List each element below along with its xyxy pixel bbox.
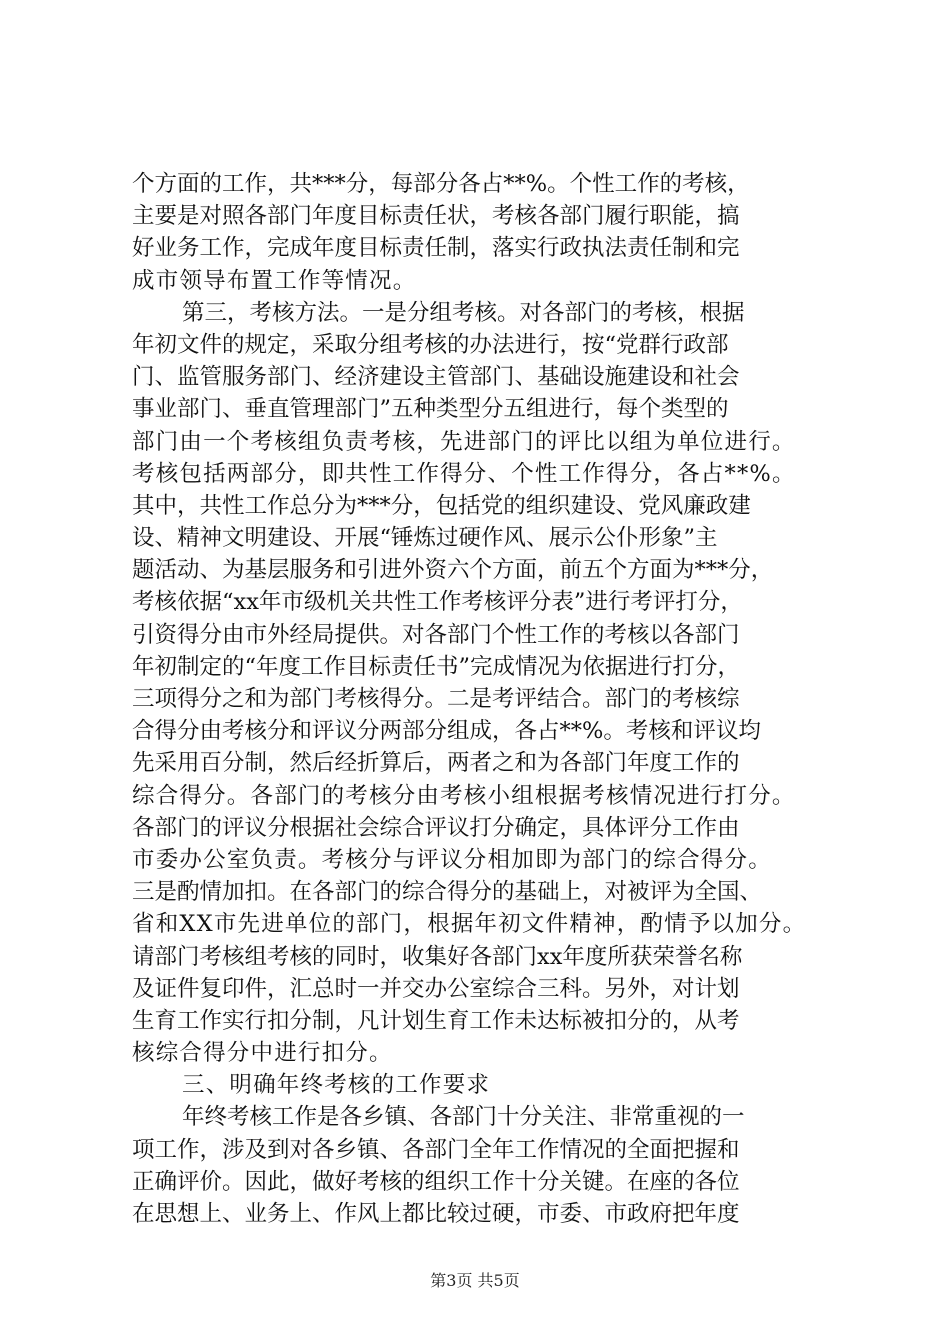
text-line: 三、明确年终考核的工作要求: [182, 1072, 491, 1099]
text-line: 其中，共性工作总分为***分，包括党的组织建设、党风廉政建: [132, 492, 751, 519]
text-line: 事业部门、垂直管理部门”五种类型分五组进行，每个类型的: [132, 396, 729, 423]
text-line: 个方面的工作，共***分，每部分各占**%。个性工作的考核，: [132, 171, 750, 197]
text-line: 请部门考核组考核的同时，收集好各部门xx年度所获荣誉名称: [132, 943, 743, 970]
text-line: 合得分由考核分和评议分两部分组成，各占**%。考核和评议均: [132, 718, 761, 745]
text-line: 市委办公室负责。考核分与评议分相加即为部门的综合得分。: [132, 846, 772, 873]
text-line: 核综合得分中进行扣分。: [132, 1040, 393, 1067]
text-line: 三项得分之和为部门考核得分。二是考评结合。部门的考核综: [132, 686, 740, 712]
text-line: 第三，考核方法。一是分组考核。对各部门的考核，根据: [182, 299, 745, 326]
text-line: 年终考核工作是各乡镇、各部门十分关注、非常重视的一: [182, 1104, 745, 1131]
text-line: 好业务工作，完成年度目标责任制，落实行政执法责任制和完: [132, 235, 740, 262]
text-line: 年初文件的规定，采取分组考核的办法进行，按“党群行政部: [132, 331, 729, 358]
text-line: 主要是对照各部门年度目标责任状，考核各部门履行职能，搞: [132, 203, 740, 230]
text-line: 题活动、为基层服务和引进外资六个方面，前五个方面为***分，: [132, 557, 774, 584]
text-line: 省和XX市先进单位的部门，根据年初文件精神，酌情予以加分。: [132, 911, 807, 938]
text-line: 部门由一个考核组负责考核，先进部门的评比以组为单位进行。: [132, 428, 796, 455]
text-line: 在思想上、业务上、作风上都比较过硬，市委、市政府把年度: [132, 1201, 740, 1227]
text-line: 各部门的评议分根据社会综合评议打分确定，具体评分工作由: [132, 814, 740, 841]
text-line: 先采用百分制，然后经折算后，两者之和为各部门年度工作的: [132, 750, 740, 777]
text-line: 生育工作实行扣分制，凡计划生育工作未达标被扣分的，从考: [132, 1007, 740, 1034]
text-line: 年初制定的“年度工作目标责任书”完成情况为依据进行打分，: [132, 653, 741, 680]
text-line: 引资得分由市外经局提供。对各部门个性工作的考核以各部门: [132, 621, 740, 648]
document-body: [132, 168, 832, 1230]
text-line: 成市领导布置工作等情况。: [132, 267, 417, 294]
text-line: 及证件复印件，汇总时一并交办公室综合三科。另外，对计划: [132, 975, 740, 1002]
text-line: 正确评价。因此，做好考核的组织工作十分关键。在座的各位: [132, 1168, 740, 1195]
page-footer: 第3页 共5页: [430, 1271, 520, 1290]
text-line: 三是酌情加扣。在各部门的综合得分的基础上，对被评为全国、: [132, 879, 763, 906]
text-line: 考核包括两部分，即共性工作得分、个性工作得分，各占**%。: [132, 460, 796, 487]
text-line: 项工作，涉及到对各乡镇、各部门全年工作情况的全面把握和: [132, 1136, 740, 1163]
text-line: 综合得分。各部门的考核分由考核小组根据考核情况进行打分。: [132, 782, 796, 809]
text-line: 门、监管服务部门、经济建设主管部门、基础设施建设和社会: [132, 364, 740, 391]
text-line: 考核依据“xx年市级机关共性工作考核评分表”进行考评打分，: [132, 589, 743, 616]
text-line: 设、精神文明建设、开展“锤炼过硬作风、展示公仆形象”主: [132, 525, 718, 552]
